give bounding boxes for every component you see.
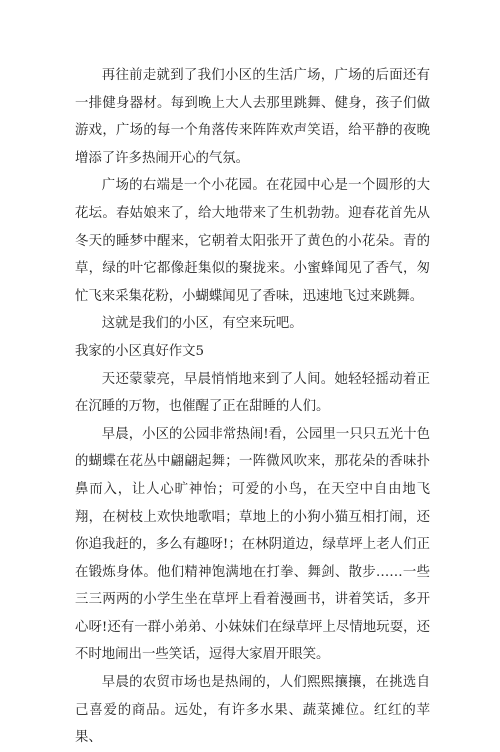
paragraph: 天还蒙蒙亮，早晨悄悄地来到了人间。她轻轻摇动着正在沉睡的万物，也催醒了正在甜睡的人们。 [75,371,430,415]
paragraph: 再往前走就到了我们小区的生活广场，广场的后面还有一排健身器材。每到晚上大人去那里跳舞、健身，孩子们做游戏，广场的每一个角落传来阵阵欢声笑语，给平静的夜晚增添了许多热闹开心的气氛。 [75,68,430,166]
document-body [75,62,430,752]
paragraph: 广场的右端是一个小花园。在花园中心是一个圆形的大花坛。春姑娘来了，给大地带来了生机勃勃。迎春花首先从冬天的睡梦中醒来，它朝着太阳张开了黄色的小花朵。青的草，绿的叶它都像赶集似的聚拢来。小蜜蜂闻见了香气，匆忙飞来采集花粉，小蝴蝶闻见了香味，迅速地飞过来跳舞。 [75,178,430,304]
paragraph: 早晨，小区的公园非常热闹!看，公园里一只只五光十色的蝴蝶在花丛中翩翩起舞；一阵微风吹来，那花朵的香味扑鼻而入，让人心旷神怡；可爱的小鸟，在天空中自由地飞翔，在树枝上欢快地歌唱；草地上的小狗小猫互相打闹，还你追我赶的，多么有趣呀!；在林阴道边，绿草坪上老人们正在锻炼身体。他们精神饱满地在打拳、舞剑、散步……一些三三两两的小学生坐在草坪上看着漫画书，讲着笑话，多开心呀!还有一群小弟弟、小妹妹们在绿草坪上尽情地玩耍，还不时地闹出一些笑话，逗得大家眉开眼笑。 [75,426,430,663]
paragraph: 这就是我们的小区，有空来玩吧。 [101,316,303,332]
paragraph: 早晨的农贸市场也是热闹的，人们熙熙攘攘，在挑选自己喜爱的商品。远处，有许多水果、蔬菜摊位。红红的苹果、 [75,675,430,746]
section-heading: 我家的小区真好作文5 [75,343,205,359]
